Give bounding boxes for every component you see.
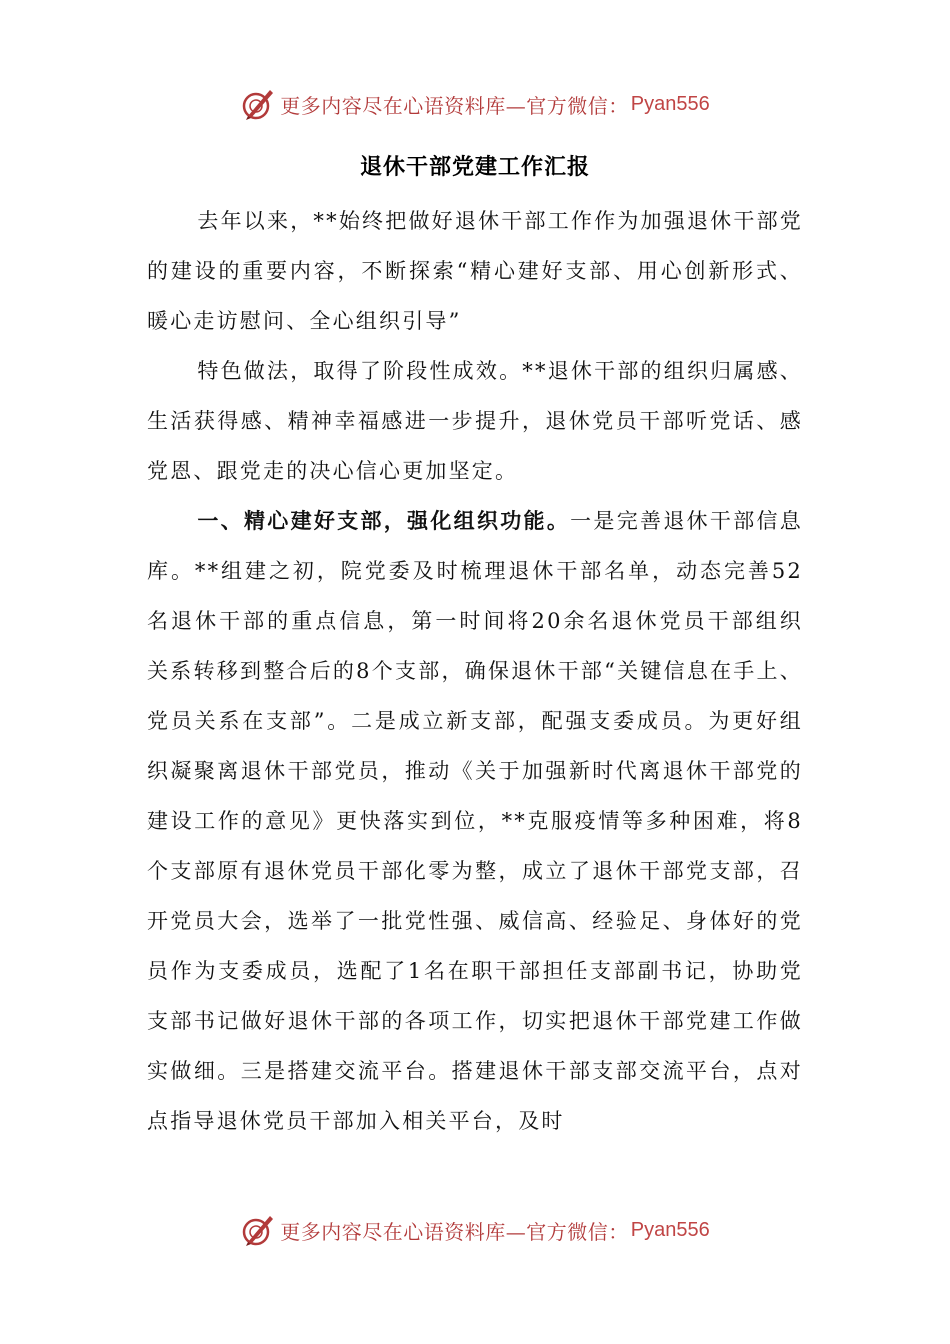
header-banner — [0, 82, 950, 126]
paragraph-1-text: 去年以来，**始终把做好退休干部工作作为加强退休干部党的建设的重要内容，不断探索“精心建好支部、用心创新形式、暖心走访慰问、全心组织引导” — [147, 209, 803, 333]
footer-banner-wechat-id: Pyan556 — [630, 1218, 710, 1241]
paragraph-3-text: 一是完善退休干部信息库。**组建之初，院党委及时梳理退休干部名单，动态完善52名退休干部的重点信息，第一时间将20余名退休党员干部组织关系转移到整合后的8个支部，确保退休干部“关键信息在手上、党员关系在支部”。二是成立新支部，配强支委成员。为更好组织凝聚离退休干部党员，推动《关于加强新时代离退休干部党的建设工作的意见》更快落实到位，**克服疫情等多种困难，将8个支部原有退休党员干部化零为整，成立了退休干部党支部，召开党员大会，选举了一批党性强、威信高、经验足、身体好的党员作为支委成员，选配了1名在职干部担任支部副书记，协助党支部书记做好退休干部的各项工作，切实把退休干部党建工作做实做细。三是搭建交流平台。搭建退休干部支部交流平台，点对点指导退休党员干部加入相关平台，及时 — [147, 509, 804, 1133]
pen-logo-icon — [240, 86, 276, 122]
header-banner-wechat-id: Pyan556 — [630, 92, 710, 115]
footer-banner — [0, 1208, 950, 1252]
paragraph-1 — [147, 196, 803, 346]
header-banner-text: 更多内容尽在心语资料库—官方微信： — [280, 93, 629, 118]
section-heading: 一、精心建好支部，强化组织功能。 — [197, 508, 571, 533]
footer-banner-text: 更多内容尽在心语资料库—官方微信： — [280, 1219, 629, 1244]
paragraph-3 — [147, 496, 803, 1146]
document-title: 退休干部党建工作汇报 — [359, 154, 590, 180]
paragraph-2-text: 特色做法，取得了阶段性成效。**退休干部的组织归属感、生活获得感、精神幸福感进一步提升，退休党员干部听党话、感党恩、跟党走的决心信心更加坚定。 — [147, 359, 803, 483]
paragraph-2 — [147, 346, 803, 496]
pen-logo-icon — [240, 1212, 276, 1248]
document-body — [147, 196, 803, 1146]
